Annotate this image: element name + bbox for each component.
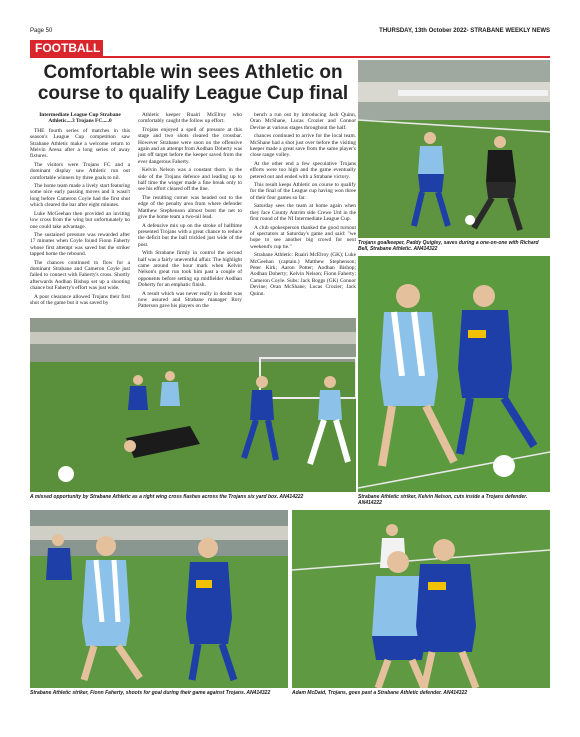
photo-goalkeeper-save xyxy=(358,60,550,238)
photo-missed-opportunity xyxy=(30,318,356,492)
issue-line: THURSDAY, 13th October 2022- STRABANE WEEKLY NEWS xyxy=(379,28,550,34)
photo-trojans-player-goes-past xyxy=(292,510,550,688)
section-rule xyxy=(30,56,550,58)
article-column-2 xyxy=(138,112,242,312)
paragraph: Trojans enjoyed a spell of pressure at this stage and two shots cleared the crossbar. However Strabane were soon on the offensive again and an attempt from Aodhan Doherty was just off target before the keeper saved from the ever dangerous Faherty. xyxy=(138,126,242,165)
paragraph: Strabane Athletic: Ruairi McElroy (GK); Luke McGeehan (captain.) Matthew Stephenson; Peter Kirk; Aaron Potter; Aodhan Bishop; Aodhan Doherty; Kelvin Nelson; Fionn Faherty; Cameron Coyle. Subs: Jack Boggs (GK) Connor Devine; Oran McShane; Lucas Crozier; Jack Quinn. xyxy=(250,252,356,297)
paragraph: The sustained pressure was rewarded after 17 minutes when Coyle found Fionn Faherty whose first attempt was saved but the striker tapped home the rebound. xyxy=(30,231,130,258)
paragraph: Luke McGeehan then provided an inviting low cross from the wing but unfortunately no one could take advantage. xyxy=(30,210,130,230)
page-number: Page 50 xyxy=(30,28,53,34)
paragraph: The resulting corner was headed out to the edge of the penalty area from where defender Matthew Stephenson almost burst the net to give the home team a two-nil lead. xyxy=(138,194,242,221)
photo-caption: A missed opportunity by Strabane Athletic as a right wing cross flashes across the Trojans six yard box. AN414222 xyxy=(30,494,304,500)
paragraph: The chances continued to flow for a dominant Strabane and Cameron Coyle just failed to connect with Faherty's cross. Shortly afterwards Aodhan Bishop set up a shooting chance but Faherty's effort was just wide. xyxy=(30,259,130,292)
paragraph: Kelvin Nelson was a constant thorn in the side of the Trojans defence and leading up to half time the winger made a fine break only to see his effort cleared off the line. xyxy=(138,167,242,193)
photo-striker-shoots xyxy=(30,510,288,688)
paragraph: A defensive mix up on the stroke of halftime presented Trojans with a great chance to reduce the deficit but the ball trickled just wide of the post. xyxy=(138,222,242,248)
headline: Comfortable win sees Athletic on course to qualify League Cup final xyxy=(37,62,349,104)
paragraph: The home team made a lively start featuring some nice early passing moves and it wasn't long before Cameron Coyle had the first shot which cleared the bar after eight minutes. xyxy=(30,183,130,209)
article-column-1 xyxy=(30,112,130,308)
paragraph: THE fourth series of matches in this season's League Cup competition saw Strabane Athletic make a welcome return to Melvin Arena after a long series of away fixtures. xyxy=(30,127,130,160)
photo-striker-cuts-inside xyxy=(358,256,550,492)
paragraph: Athletic keeper Ruairi McElroy who comfortably caught the follow up effort. xyxy=(138,112,242,125)
paragraph: The visitors were Trojans FC and a dominant display saw Athletic run out comfortable winners by three goals to nil. xyxy=(30,161,130,181)
paragraph: A result which was never really in doubt was now assured and Strabane manager Rory Patterson gave his players on the xyxy=(138,290,242,310)
paragraph: This result keeps Athletic on course to qualify for the final of the League cup having won three of their four games so far. xyxy=(250,182,356,201)
paragraph: At the other end a few speculative Trojans efforts were too high and the game eventually petered out and ended with a Strabane victory. xyxy=(250,160,356,180)
page-header xyxy=(30,26,550,38)
photo-caption: Adam McDaid, Trojans, goes past a Strabane Athletic defender. AN414322 xyxy=(292,690,468,696)
paragraph: bench a run out by introducing Jack Quinn, Oran McShane, Lucas Crozier and Connor Devine at various stages throughout the half. xyxy=(250,112,356,131)
match-kicker: Intermediate League Cup Strabane Athletic....3 Trojans FC.....0 xyxy=(39,112,121,125)
paragraph: A poor clearance allowed Trojans their first shot of the game but it was saved by xyxy=(30,293,130,306)
paragraph: With Strabane firmly in control the second half was a fairly uneventful affair. The highlight came around the hour mark when Kelvin Nelson's great run took him past a couple of opponents before setting up midfielder Aodhan Doherty for an emphatic finish. xyxy=(138,250,242,289)
paragraph: chances continued to arrive for the local team. McShane had a shot just over before the visiting keeper made a great save from the same player's close range volley. xyxy=(250,133,356,159)
paragraph: Saturday sees the team at home again when they face County Antrim side Crewe Utd in the first round of the NI Intermediate League Cup. xyxy=(250,203,356,223)
article-column-3 xyxy=(250,112,356,299)
photo-caption: Trojans goalkeeper, Paddy Quigley, saves during a one-on-one with Richard Bell, Strabane Athletic. AN414322 xyxy=(358,240,539,252)
photo-caption: Strabane Athletic striker, Fionn Faherty, shoots for goal during their game against Trojans. AN414322 xyxy=(30,690,271,696)
paragraph: A club spokesperson thanked the good turnout of spectators at Saturday's game and said: "we hope to see another big crowd for next weekend's cup tie." xyxy=(250,224,356,250)
photo-caption: Strabane Athletic striker, Kelvin Nelson, cuts inside a Trojans defender. AN414222 xyxy=(358,494,528,506)
section-label: FOOTBALL xyxy=(30,40,103,56)
